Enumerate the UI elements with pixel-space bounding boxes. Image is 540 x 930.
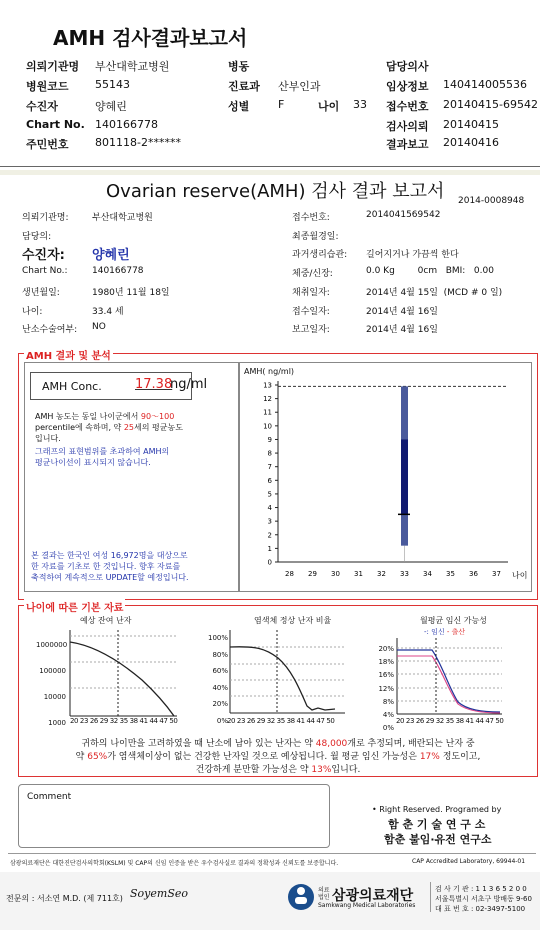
right-label-1: 최종월경일: xyxy=(292,232,339,242)
x-tick-label: 36 xyxy=(469,570,478,578)
y-tick-label: 8 xyxy=(267,449,272,458)
header-v1-3: 140166778 xyxy=(95,118,158,131)
amh-footnote: 본 결과는 한국인 여성 16,972명을 대상으로 한 자료를 기초로 한 것입니다. 향후 자료를 축적하여 계속적으로 UPDATE할 예정입니다. xyxy=(31,551,189,582)
header-v1-1: 55143 xyxy=(95,78,130,91)
right-value-0: 2014041569542 xyxy=(366,210,441,220)
left-value-2: 양혜린 xyxy=(92,248,130,263)
header-v4-3: 20140415 xyxy=(443,118,499,131)
left-label-3: Chart No.: xyxy=(22,266,68,276)
x-tick-label: 37 xyxy=(492,570,501,578)
age-section-title: 나이에 따른 기본 자료 xyxy=(24,599,125,614)
y-tick-label: 4 xyxy=(267,504,272,513)
y-tick-label: 12 xyxy=(263,395,272,404)
x-tick-label: 35 xyxy=(446,570,455,578)
header-v1-2: 양혜린 xyxy=(95,100,127,113)
right-value-4: 2014년 4월 15일 (MCD # 0 일) xyxy=(366,288,503,298)
y-tick-label: 2 xyxy=(267,531,272,540)
chart3-title: 월평균 임신 가능성 xyxy=(420,616,487,625)
amh-conc-unit: ng/ml xyxy=(170,377,208,392)
rights-line1: • Right Reserved. Programed by xyxy=(372,805,502,814)
header-l1-1: 병원코드 xyxy=(26,80,69,93)
foundation-name: 삼광의료재단 xyxy=(332,888,414,904)
right-label-3: 체중/신장: xyxy=(292,269,333,279)
y-tick-label: 11 xyxy=(263,408,272,417)
chart3-xticks: 20 23 26 29 32 35 38 41 44 47 50 xyxy=(396,717,504,725)
y-tick-label: 6 xyxy=(267,476,272,485)
amh-conc-value: 17.38 xyxy=(135,377,173,392)
document-number: 2014-0008948 xyxy=(458,196,525,206)
left-label-5: 나이: xyxy=(22,307,43,317)
chart3-yticks: 20% 18% 16% 12% 8% 4% 0% xyxy=(378,645,394,733)
footer-sep xyxy=(430,882,431,912)
x-tick-label: 33 xyxy=(400,570,409,578)
divider xyxy=(0,166,540,167)
right-value-3: 0.0 Kg 0cm BMI: 0.00 xyxy=(366,266,494,276)
chart2-xticks: 20 23 26 29 32 35 38 41 44 47 50 xyxy=(227,717,335,725)
comment-label: Comment xyxy=(27,792,72,802)
y-tick-label: 3 xyxy=(267,517,272,526)
left-value-3: 140166778 xyxy=(92,266,144,276)
x-tick-label: 34 xyxy=(423,570,432,578)
amh-chart-ylabel: AMH( ng/ml) xyxy=(244,367,295,376)
header-v4-1: 140414005536 xyxy=(443,78,527,91)
foundation-logo-icon xyxy=(286,882,316,912)
left-value-6: NO xyxy=(92,322,106,332)
header-v3-2: 33 xyxy=(353,98,367,111)
y-tick-label: 0 xyxy=(267,558,272,567)
header-l2-0: 병동 xyxy=(228,60,250,73)
foundation-en: Samkwang Medical Laboratories xyxy=(318,902,416,909)
header-v2-1: 산부인과 xyxy=(278,80,321,93)
y-tick-label: 10 xyxy=(263,422,272,431)
amh-section-title: AMH 결과 및 분석 xyxy=(24,347,113,362)
chart1-yticks: 1000000 100000 10000 1000 xyxy=(36,641,68,727)
y-tick-label: 1 xyxy=(267,544,272,553)
chart2-yticks: 100% 80% 60% 40% 20% 0% xyxy=(207,634,228,725)
amh-description: AMH 농도는 동일 나이군에서 90～100 percentile에 속하며, 약 25세의 평균농도 입니다. 그래프의 표현범위를 초과하여 AMH의 평균나이선이 표시되지 않습니다. xyxy=(35,412,183,467)
chart3-legend: -: 임신 - 출산 xyxy=(424,628,466,636)
doctor-name: 전문의 : 서소연 M.D. (제 711호) xyxy=(6,894,123,903)
x-tick-label: 30 xyxy=(331,570,340,578)
x-tick-label: 29 xyxy=(308,570,317,578)
header-l4-0: 담당의사 xyxy=(386,60,429,73)
left-label-4: 생년월일: xyxy=(22,288,60,298)
x-axis-label: 나이 xyxy=(512,571,528,580)
right-value-2: 길어지거나 가끔씩 한다 xyxy=(366,250,459,260)
right-label-5: 접수일자: xyxy=(292,307,330,317)
left-label-1: 담당의: xyxy=(22,232,52,242)
y-tick-label: 5 xyxy=(267,490,272,499)
left-label-6: 난소수술여부: xyxy=(22,325,78,335)
left-value-0: 부산대학교병원 xyxy=(92,213,153,223)
left-value-4: 1980년 11월 18일 xyxy=(92,288,170,298)
foundation-address: 검 사 기 관 : 1 1 3 6 5 2 0 0 서울특별시 서초구 방배동 9-60 대 표 번 호 : 02-3497-5100 xyxy=(435,885,532,913)
amh-bar-iqr xyxy=(401,439,408,514)
header-l3-2: 나이 xyxy=(318,100,340,113)
right-label-6: 보고일자: xyxy=(292,325,330,335)
header-v4-2: 20140415-69542 xyxy=(443,98,538,111)
band xyxy=(0,170,540,175)
header-v1-4: 801118-2****** xyxy=(95,136,181,149)
y-tick-label: 7 xyxy=(267,463,272,472)
report-title: AMH 검사결과보고서 xyxy=(53,26,248,50)
y-tick-label: 9 xyxy=(267,435,272,444)
header-l1-2: 수진자 xyxy=(26,100,58,113)
x-tick-label: 31 xyxy=(354,570,363,578)
left-label-2: 수진자: xyxy=(22,248,65,263)
header-l1-3: Chart No. xyxy=(26,118,85,131)
x-tick-label: 28 xyxy=(285,570,294,578)
age-summary: 귀하의 나이만을 고려하였을 때 난소에 남아 있는 난자는 약 48,000개로 추정되며, 배란되는 난자 중 약 65%가 염색체이상이 없는 건강한 난자일 것으로 예상됩니다. 월 평균 임신 가능성은 17% 정도이고, 건강하게 분만할 가능성은 약 13%입니다. xyxy=(75,739,481,775)
report-subtitle: Ovarian reserve(AMH) 검사 결과 보고서 xyxy=(106,181,445,202)
foundation-small: 의료법인 xyxy=(318,887,330,901)
right-label-2: 과거생리습관: xyxy=(292,250,348,260)
header-v4-4: 20140416 xyxy=(443,136,499,149)
footer-divider xyxy=(8,853,536,854)
header-l4-4: 결과보고 xyxy=(386,138,429,151)
y-tick-label: 13 xyxy=(263,381,272,390)
header-l1-0: 의뢰기관명 xyxy=(26,60,80,73)
header-v2-2: F xyxy=(278,98,285,111)
header-l4-1: 임상정보 xyxy=(386,80,429,93)
amh-chart xyxy=(238,362,530,590)
left-value-5: 33.4 세 xyxy=(92,307,124,317)
header-l1-4: 주민번호 xyxy=(26,138,69,151)
footer-notice: 삼광의료재단은 대한진단검사의학회(KSLM) 및 CAP의 신임 인증을 받은 우수검사실로 결과의 정확성과 신뢰도를 보증합니다. xyxy=(10,860,339,867)
rights-line3: 함춘 불임·유전 연구소 xyxy=(384,833,492,846)
right-label-0: 접수번호: xyxy=(292,213,330,223)
chart1-xticks: 20 23 26 29 32 35 38 41 44 47 50 xyxy=(70,717,178,725)
doctor-signature: SoyemSeo xyxy=(130,887,188,900)
header-l4-2: 접수번호 xyxy=(386,100,429,113)
chart2-title: 염색체 정상 난자 비율 xyxy=(254,616,332,625)
chart1-title: 예상 잔여 난자 xyxy=(80,616,132,625)
right-value-6: 2014년 4월 16일 xyxy=(366,325,438,335)
left-label-0: 의뢰기관명: xyxy=(22,213,69,223)
header-l2-1: 진료과 xyxy=(228,80,260,93)
right-label-4: 채취일자: xyxy=(292,288,330,298)
header-l4-3: 검사의뢰 xyxy=(386,120,429,133)
x-tick-label: 32 xyxy=(377,570,386,578)
cap-accreditation: CAP Accredited Laboratory, 69944-01 xyxy=(412,858,526,865)
right-value-5: 2014년 4월 16일 xyxy=(366,307,438,317)
rights-line2: 함 춘 기 술 연 구 소 xyxy=(388,818,486,831)
header-l2-2: 성별 xyxy=(228,100,250,113)
amh-conc-label: AMH Conc. xyxy=(42,380,102,393)
header-v1-0: 부산대학교병원 xyxy=(95,60,170,73)
